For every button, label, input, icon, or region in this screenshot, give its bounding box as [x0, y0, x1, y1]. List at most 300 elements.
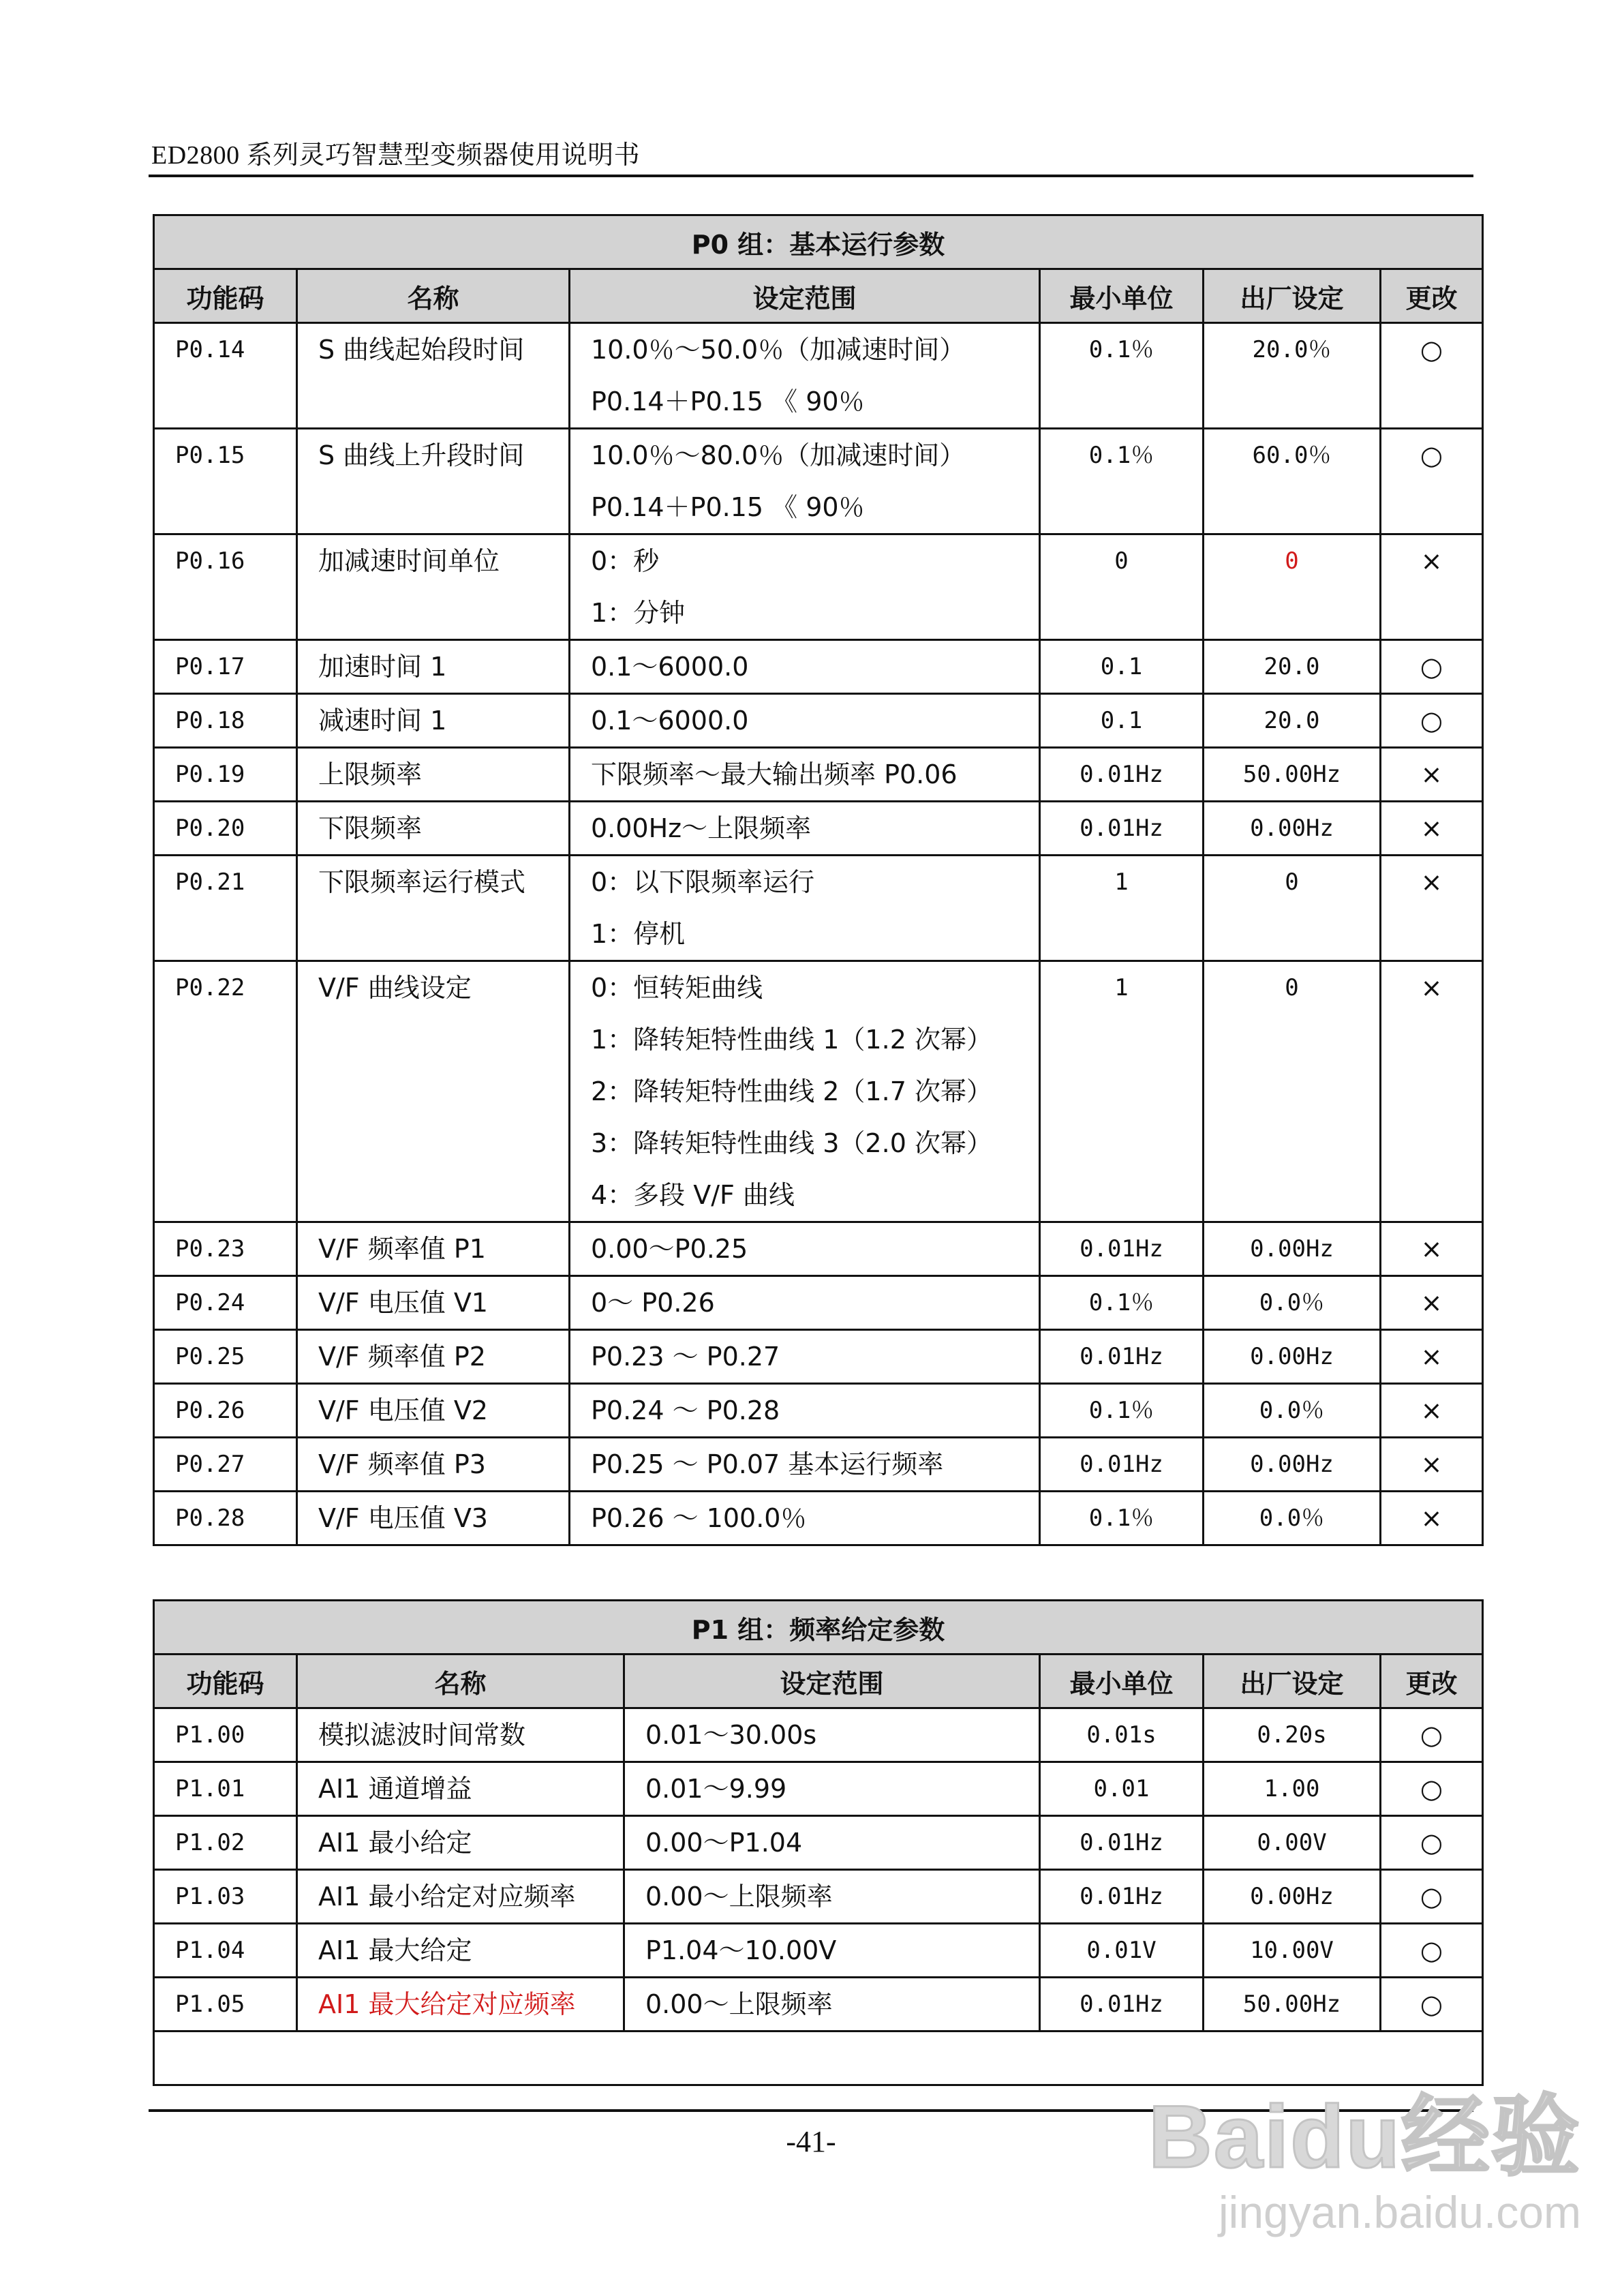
param-range-line: 1：停机 — [591, 919, 686, 949]
param-change-mark-text: × — [1420, 546, 1443, 576]
param-default — [1204, 429, 1381, 534]
param-change-mark-text: × — [1420, 759, 1443, 789]
param-range-line: P0.14＋P0.15 《 90％ — [591, 492, 865, 522]
param-name — [297, 1438, 570, 1492]
param-range — [570, 1384, 1040, 1438]
param-name-text: V/F 频率值 P2 — [318, 1342, 486, 1372]
param-unit-text: 0.01 — [1093, 1775, 1150, 1802]
param-unit-text: 0.01Hz — [1080, 761, 1163, 788]
param-change-mark-text: × — [1420, 1234, 1443, 1264]
param-default — [1204, 1330, 1381, 1384]
param-change-mark-text: ○ — [1420, 1935, 1443, 1965]
param-change-mark — [1381, 1384, 1483, 1438]
param-range — [570, 323, 1040, 429]
param-name-text: AI1 通道增益 — [318, 1774, 472, 1804]
param-change-mark — [1381, 802, 1483, 856]
param-code-text: P1.02 — [175, 1829, 245, 1856]
param-range — [570, 1222, 1040, 1276]
param-unit — [1040, 1330, 1204, 1384]
watermark — [1148, 2066, 1581, 2238]
param-default-text: 20.0％ — [1252, 336, 1332, 363]
param-default — [1204, 1384, 1381, 1438]
table-row — [154, 1438, 1483, 1492]
param-unit-text: 0.1％ — [1088, 336, 1154, 363]
param-code-text: P0.20 — [175, 815, 245, 842]
param-code — [154, 961, 297, 1222]
param-name — [297, 1816, 624, 1870]
param-default — [1204, 1276, 1381, 1330]
param-range — [570, 1492, 1040, 1545]
param-name — [297, 1978, 624, 2031]
watermark-url: jingyan.baidu.com — [1219, 2187, 1581, 2237]
param-default-text: 0 — [1285, 974, 1299, 1001]
param-range-line: 4：多段 V/F 曲线 — [591, 1180, 795, 1210]
param-code — [154, 856, 297, 961]
param-name — [297, 1924, 624, 1978]
param-code — [154, 1708, 297, 1762]
param-unit-text: 0.1 — [1100, 707, 1143, 734]
param-unit — [1040, 1222, 1204, 1276]
param-name — [297, 748, 570, 802]
param-change-mark-text: × — [1420, 1395, 1443, 1425]
param-change-mark-text: ○ — [1420, 1989, 1443, 2019]
table-row — [154, 1222, 1483, 1276]
param-code — [154, 534, 297, 640]
param-name-text: 下限频率运行模式 — [318, 867, 526, 897]
param-range-line: 0.01～9.99 — [645, 1774, 787, 1804]
param-range-line: 0.00Hz～上限频率 — [591, 813, 812, 843]
param-change-mark — [1381, 429, 1483, 534]
param-default — [1204, 802, 1381, 856]
param-default-text: 0 — [1285, 547, 1299, 575]
param-unit — [1040, 748, 1204, 802]
table-row — [154, 1870, 1483, 1924]
p0-group-title: P0 组：基本运行参数 — [154, 215, 1483, 269]
param-name — [297, 856, 570, 961]
param-name-text: V/F 电压值 V2 — [318, 1395, 488, 1425]
param-code — [154, 429, 297, 534]
param-default — [1204, 1924, 1381, 1978]
param-range — [624, 1978, 1040, 2031]
param-change-mark-text: × — [1420, 1503, 1443, 1533]
param-code — [154, 323, 297, 429]
param-range — [570, 856, 1040, 961]
param-unit-text: 0.01s — [1086, 1721, 1157, 1749]
table-row — [154, 429, 1483, 534]
table-row — [154, 748, 1483, 802]
param-range — [624, 1816, 1040, 1870]
param-change-mark — [1381, 323, 1483, 429]
table-row — [154, 1330, 1483, 1384]
param-change-mark — [1381, 1222, 1483, 1276]
col-header-name: 名称 — [297, 269, 570, 323]
param-unit — [1040, 1762, 1204, 1816]
param-unit-text: 0.1％ — [1088, 1505, 1154, 1532]
param-range-line: 0：秒 — [591, 546, 660, 576]
param-default-text: 60.0％ — [1252, 442, 1332, 469]
param-default-text: 0.00Hz — [1250, 1235, 1334, 1263]
param-code-text: P1.00 — [175, 1721, 245, 1749]
param-code — [154, 1276, 297, 1330]
param-name-text: AI1 最小给定 — [318, 1828, 472, 1858]
param-change-mark-text: × — [1420, 813, 1443, 843]
param-code-text: P0.24 — [175, 1289, 245, 1316]
param-range-line: 0：恒转矩曲线 — [591, 973, 763, 1003]
param-name — [297, 802, 570, 856]
param-range — [624, 1870, 1040, 1924]
param-range-line: P1.04～10.00V — [645, 1935, 837, 1965]
col-header-change: 更改 — [1381, 269, 1483, 323]
param-default — [1204, 640, 1381, 694]
param-name-text: V/F 频率值 P3 — [318, 1449, 486, 1479]
param-change-mark-text: ○ — [1420, 652, 1443, 682]
param-unit-text: 1 — [1114, 868, 1129, 896]
param-range-line: 10.0％～50.0％（加减速时间） — [591, 335, 966, 365]
param-unit — [1040, 1384, 1204, 1438]
param-name — [297, 1276, 570, 1330]
p1-group-title: P1 组：频率给定参数 — [154, 1601, 1483, 1655]
param-default-text: 0 — [1285, 868, 1299, 896]
param-range — [570, 961, 1040, 1222]
param-range-line: P0.24 ～ P0.28 — [591, 1395, 780, 1425]
param-change-mark — [1381, 1924, 1483, 1978]
param-unit — [1040, 429, 1204, 534]
param-change-mark-text: × — [1420, 1342, 1443, 1372]
param-change-mark — [1381, 534, 1483, 640]
param-default-text: 0.00Hz — [1250, 1451, 1334, 1478]
param-range — [570, 1276, 1040, 1330]
param-range-line: 10.0％～80.0％（加减速时间） — [591, 440, 966, 470]
param-name — [297, 694, 570, 748]
param-default — [1204, 1492, 1381, 1545]
param-range-line: 0.01～30.00s — [645, 1720, 817, 1750]
param-name-text: 下限频率 — [318, 813, 423, 843]
param-default — [1204, 534, 1381, 640]
param-change-mark-text: ○ — [1420, 1882, 1443, 1912]
param-unit — [1040, 1708, 1204, 1762]
param-name — [297, 1708, 624, 1762]
param-unit — [1040, 1978, 1204, 2031]
table-row — [154, 1492, 1483, 1545]
param-default-text: 0.00Hz — [1250, 815, 1334, 842]
param-default-text: 0.00Hz — [1250, 1883, 1334, 1910]
param-name-text: V/F 频率值 P1 — [318, 1234, 486, 1264]
param-range-line: P0.23 ～ P0.27 — [591, 1342, 780, 1372]
param-range — [570, 1330, 1040, 1384]
param-code-text: P0.26 — [175, 1397, 245, 1424]
param-unit — [1040, 1816, 1204, 1870]
param-unit — [1040, 640, 1204, 694]
param-code — [154, 1978, 297, 2031]
param-default-text: 20.0 — [1264, 707, 1320, 734]
param-unit-text: 1 — [1114, 974, 1129, 1001]
param-code — [154, 1222, 297, 1276]
param-range — [570, 802, 1040, 856]
param-change-mark-text: × — [1420, 1288, 1443, 1318]
param-name-text: V/F 电压值 V3 — [318, 1503, 488, 1533]
param-code-text: P0.17 — [175, 653, 245, 680]
param-code-text: P1.04 — [175, 1937, 245, 1964]
table-row — [154, 1276, 1483, 1330]
param-change-mark — [1381, 1492, 1483, 1545]
param-range-line: 0.00～上限频率 — [645, 1882, 833, 1912]
param-unit-text: 0.1％ — [1088, 1397, 1154, 1424]
param-default — [1204, 856, 1381, 961]
param-default — [1204, 1762, 1381, 1816]
param-default — [1204, 1870, 1381, 1924]
table-row — [154, 1762, 1483, 1816]
param-name — [297, 1870, 624, 1924]
param-code-text: P0.23 — [175, 1235, 245, 1263]
param-default-text: 0.0％ — [1259, 1505, 1325, 1532]
param-change-mark — [1381, 1438, 1483, 1492]
param-unit-text: 0.01Hz — [1080, 1829, 1163, 1856]
param-name — [297, 1492, 570, 1545]
param-code-text: P0.28 — [175, 1505, 245, 1532]
param-unit — [1040, 1492, 1204, 1545]
param-default — [1204, 1816, 1381, 1870]
param-unit — [1040, 694, 1204, 748]
param-unit — [1040, 1276, 1204, 1330]
table-row — [154, 1978, 1483, 2031]
param-range-line: 1：降转矩特性曲线 1（1.2 次幂） — [591, 1025, 992, 1055]
param-change-mark — [1381, 694, 1483, 748]
param-range-line: P0.26 ～ 100.0％ — [591, 1503, 807, 1533]
param-range-line: 下限频率～最大输出频率 P0.06 — [591, 759, 958, 789]
param-default — [1204, 694, 1381, 748]
param-range — [570, 534, 1040, 640]
param-code-text: P0.21 — [175, 868, 245, 896]
param-range — [570, 748, 1040, 802]
param-name-text: AI1 最小给定对应频率 — [318, 1882, 576, 1912]
param-change-mark-text: ○ — [1420, 706, 1443, 736]
param-default-text: 0.00Hz — [1250, 1343, 1334, 1370]
param-unit — [1040, 1870, 1204, 1924]
param-name-text: 模拟滤波时间常数 — [318, 1720, 526, 1750]
param-range-line: 3：降转矩特性曲线 3（2.0 次幂） — [591, 1128, 992, 1158]
param-unit — [1040, 1924, 1204, 1978]
param-default — [1204, 1978, 1381, 2031]
p1-parameter-table — [153, 1599, 1484, 2086]
param-change-mark — [1381, 1978, 1483, 2031]
param-change-mark — [1381, 1870, 1483, 1924]
col-header-range: 设定范围 — [570, 269, 1040, 323]
param-default-text: 10.00V — [1250, 1937, 1334, 1964]
param-range-line: 0.00～P0.25 — [591, 1234, 748, 1264]
param-unit-text: 0.1 — [1100, 653, 1143, 680]
param-code-text: P0.16 — [175, 547, 245, 575]
param-code — [154, 1924, 297, 1978]
param-unit — [1040, 323, 1204, 429]
param-code-text: P0.15 — [175, 442, 245, 469]
param-unit — [1040, 1438, 1204, 1492]
param-range-line: 0.00～上限频率 — [645, 1989, 833, 2019]
param-range — [570, 640, 1040, 694]
col-header-code: 功能码 — [154, 269, 297, 323]
param-range — [570, 1438, 1040, 1492]
col-header-change: 更改 — [1381, 1655, 1483, 1708]
param-default — [1204, 961, 1381, 1222]
param-default — [1204, 1222, 1381, 1276]
param-code-text: P0.19 — [175, 761, 245, 788]
param-default-text: 1.00 — [1264, 1775, 1320, 1802]
table-row — [154, 1384, 1483, 1438]
param-name — [297, 1222, 570, 1276]
param-unit-text: 0.01Hz — [1080, 1451, 1163, 1478]
param-unit-text: 0.01Hz — [1080, 1235, 1163, 1263]
param-change-mark — [1381, 748, 1483, 802]
param-change-mark — [1381, 1330, 1483, 1384]
table-row — [154, 534, 1483, 640]
param-code — [154, 802, 297, 856]
table-row — [154, 1924, 1483, 1978]
col-header-default: 出厂设定 — [1204, 269, 1381, 323]
param-range-line: P0.14＋P0.15 《 90％ — [591, 387, 865, 417]
param-code — [154, 1330, 297, 1384]
param-change-mark — [1381, 1708, 1483, 1762]
param-unit — [1040, 961, 1204, 1222]
param-change-mark — [1381, 1816, 1483, 1870]
param-code-text: P1.05 — [175, 1991, 245, 2018]
param-code-text: P0.27 — [175, 1451, 245, 1478]
param-change-mark — [1381, 856, 1483, 961]
param-name-text: 减速时间 1 — [318, 706, 447, 736]
param-range-line: 0～ P0.26 — [591, 1288, 715, 1318]
header-rule — [149, 175, 1473, 177]
param-name — [297, 534, 570, 640]
param-default-text: 0.00V — [1257, 1829, 1327, 1856]
param-name — [297, 640, 570, 694]
param-name — [297, 323, 570, 429]
param-unit-text: 0.01Hz — [1080, 1991, 1163, 2018]
page-number: -41- — [786, 2125, 836, 2158]
col-header-unit: 最小单位 — [1040, 1655, 1204, 1708]
param-change-mark-text: × — [1420, 973, 1443, 1003]
param-unit-text: 0.1％ — [1088, 442, 1154, 469]
param-code — [154, 640, 297, 694]
param-range — [570, 429, 1040, 534]
param-range-line: 0.1～6000.0 — [591, 652, 749, 682]
param-code-text: P0.14 — [175, 336, 245, 363]
col-header-range: 设定范围 — [624, 1655, 1040, 1708]
param-default-text: 20.0 — [1264, 653, 1320, 680]
param-code-text: P1.01 — [175, 1775, 245, 1802]
col-header-code: 功能码 — [154, 1655, 297, 1708]
param-unit-text: 0.01Hz — [1080, 1883, 1163, 1910]
param-name-text: AI1 最大给定 — [318, 1935, 472, 1965]
param-name — [297, 1330, 570, 1384]
table-row — [154, 961, 1483, 1222]
param-default — [1204, 1708, 1381, 1762]
param-range — [624, 1924, 1040, 1978]
param-name-text: 加速时间 1 — [318, 652, 447, 682]
param-code — [154, 694, 297, 748]
param-change-mark-text: × — [1420, 1449, 1443, 1479]
p0-parameter-table — [153, 214, 1484, 1546]
param-name-text: S 曲线上升段时间 — [318, 440, 525, 470]
param-change-mark-text: ○ — [1420, 1774, 1443, 1804]
param-default-text: 50.00Hz — [1242, 1991, 1341, 2018]
param-range — [624, 1708, 1040, 1762]
param-range-line: 0.1～6000.0 — [591, 706, 749, 736]
param-name-text: V/F 曲线设定 — [318, 973, 472, 1003]
param-default — [1204, 1438, 1381, 1492]
param-change-mark-text: ○ — [1420, 1720, 1443, 1750]
param-code-text: P0.18 — [175, 707, 245, 734]
param-default-text: 0.0％ — [1259, 1397, 1325, 1424]
param-default — [1204, 323, 1381, 429]
table-row — [154, 694, 1483, 748]
col-header-unit: 最小单位 — [1040, 269, 1204, 323]
param-code — [154, 1492, 297, 1545]
param-unit-text: 0.1％ — [1088, 1289, 1154, 1316]
param-unit — [1040, 856, 1204, 961]
param-name-text: AI1 最大给定对应频率 — [318, 1989, 576, 2019]
param-change-mark — [1381, 1762, 1483, 1816]
param-change-mark — [1381, 640, 1483, 694]
param-range-line: 1：分钟 — [591, 598, 686, 628]
table-row — [154, 1708, 1483, 1762]
param-code — [154, 1870, 297, 1924]
param-code — [154, 1762, 297, 1816]
param-name — [297, 1384, 570, 1438]
param-range — [624, 1762, 1040, 1816]
param-range — [570, 694, 1040, 748]
param-unit-text: 0.01Hz — [1080, 815, 1163, 842]
param-change-mark-text: ○ — [1420, 440, 1443, 470]
param-code — [154, 1816, 297, 1870]
param-name-text: V/F 电压值 V1 — [318, 1288, 488, 1318]
param-unit-text: 0 — [1114, 547, 1129, 575]
table-row — [154, 323, 1483, 429]
param-default — [1204, 748, 1381, 802]
param-name-text: 加减速时间单位 — [318, 546, 500, 576]
param-name-text: 上限频率 — [318, 759, 423, 789]
col-header-name: 名称 — [297, 1655, 624, 1708]
param-change-mark — [1381, 1276, 1483, 1330]
param-code-text: P1.03 — [175, 1883, 245, 1910]
param-unit-text: 0.01V — [1086, 1937, 1157, 1964]
param-name — [297, 429, 570, 534]
param-change-mark-text: ○ — [1420, 335, 1443, 365]
param-change-mark-text: × — [1420, 867, 1443, 897]
param-code — [154, 1384, 297, 1438]
param-code-text: P0.22 — [175, 974, 245, 1001]
param-change-mark-text: ○ — [1420, 1828, 1443, 1858]
param-name — [297, 1762, 624, 1816]
table-row — [154, 1816, 1483, 1870]
param-unit — [1040, 802, 1204, 856]
param-default-text: 50.00Hz — [1242, 761, 1341, 788]
param-unit-text: 0.01Hz — [1080, 1343, 1163, 1370]
param-name-text: S 曲线起始段时间 — [318, 335, 525, 365]
table-row — [154, 802, 1483, 856]
table-row — [154, 856, 1483, 961]
param-change-mark — [1381, 961, 1483, 1222]
param-unit — [1040, 534, 1204, 640]
param-code — [154, 748, 297, 802]
param-range-line: 0：以下限频率运行 — [591, 867, 815, 897]
param-default-text: 0.20s — [1257, 1721, 1327, 1749]
table-row — [154, 640, 1483, 694]
param-default-text: 0.0％ — [1259, 1289, 1325, 1316]
param-range-line: 0.00～P1.04 — [645, 1828, 803, 1858]
param-name — [297, 961, 570, 1222]
col-header-default: 出厂设定 — [1204, 1655, 1381, 1708]
watermark-logo: Baidu经验 — [1148, 2087, 1581, 2186]
param-range-line: 2：降转矩特性曲线 2（1.7 次幂） — [591, 1076, 992, 1106]
param-code — [154, 1438, 297, 1492]
